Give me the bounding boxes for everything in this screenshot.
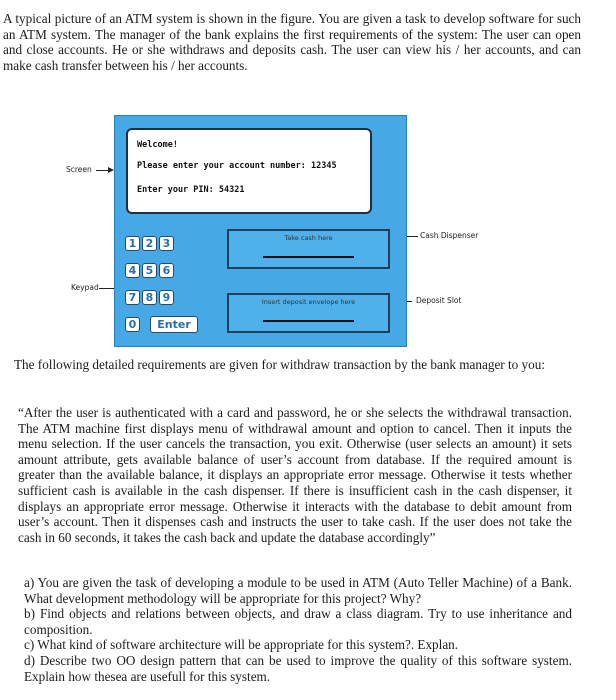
key-3: 3 bbox=[159, 236, 174, 251]
key-9: 9 bbox=[159, 290, 174, 305]
key-2: 2 bbox=[142, 236, 157, 251]
keypad-callout-line bbox=[99, 288, 115, 289]
question-c: c) What kind of software architecture will be appropriate for this system?. Explan. bbox=[24, 637, 459, 653]
keypad-callout: Keypad bbox=[71, 283, 99, 292]
key-8: 8 bbox=[142, 290, 157, 305]
key-0: 0 bbox=[125, 317, 140, 332]
screen-callout-line bbox=[96, 170, 108, 171]
screen-welcome: Welcome! bbox=[137, 140, 178, 150]
screen-account-prompt: Please enter your account number: 12345 bbox=[137, 161, 337, 171]
requirements-quote: “After the user is authenticated with a card and password, he or she selects the withdrawal transaction. The ATM machine first displays menu of withdrawal amount and option to cancel. Then it inputs the menu selection. If the user cancels the transaction, you exit. Otherwise (user selects an amount) it sets amount attribute, gets available balance of user’s account from database. If the required amount is greater than the available balance, it displays an appropriate error message. Otherwise it tests whether sufficient cash is available in the cash dispenser. If there is insufficient cash in the cash dispenser, it displays an appropriate error message. Otherwise it interacts with the database to debit amount from user’s account. Then it dispenses cash and instructs the user to take cash. If the user does not take the cash in 60 seconds, it takes the cash back and update the database accordingly” bbox=[18, 405, 572, 545]
dispenser-label: Take cash here bbox=[284, 234, 333, 242]
question-b: b) Find objects and relations between objects, and draw a class diagram. Try to use inheritance and composition. bbox=[24, 606, 572, 637]
intro-paragraph: A typical picture of an ATM system is shown in the figure. You are given a task to develop software for such an ATM system. The manager of the bank explains the first requirements of the system: The user can open and close accounts. He or she withdraws and deposits cash. The user can view his / her accounts, and can make cash transfer between his / her accounts. bbox=[3, 11, 581, 73]
key-6: 6 bbox=[159, 263, 174, 278]
atm-figure bbox=[114, 115, 407, 347]
enter-key: Enter bbox=[150, 316, 198, 333]
screen-pin-prompt: Enter your PIN: 54321 bbox=[137, 185, 245, 195]
cash-dispenser-slot bbox=[227, 229, 390, 269]
atm-screen bbox=[126, 128, 372, 214]
deposit-slot bbox=[227, 293, 390, 333]
deposit-opening bbox=[263, 320, 354, 322]
key-7: 7 bbox=[125, 290, 140, 305]
deposit-label: Insert deposit envelope here bbox=[261, 298, 356, 306]
cash-dispenser-callout: Cash Dispenser bbox=[420, 231, 479, 240]
question-a: a) You are given the task of developing a module to be used in ATM (Auto Teller Machine) of a Bank. What development methodology will be appropriate for this project? Why? bbox=[24, 575, 572, 606]
requirements-intro: The following detailed requirements are given for withdraw transaction by the bank manager to you: bbox=[14, 357, 545, 372]
key-4: 4 bbox=[125, 263, 140, 278]
screen-callout: Screen bbox=[66, 165, 92, 174]
dispenser-opening bbox=[263, 256, 354, 258]
question-d: d) Describe two OO design pattern that can be used to improve the quality of this software system. Explain how thesea are usefull for this system. bbox=[24, 652, 572, 684]
question-list bbox=[24, 575, 572, 684]
deposit-slot-callout: Deposit Slot bbox=[416, 296, 462, 305]
key-1: 1 bbox=[125, 236, 140, 251]
key-5: 5 bbox=[142, 263, 157, 278]
